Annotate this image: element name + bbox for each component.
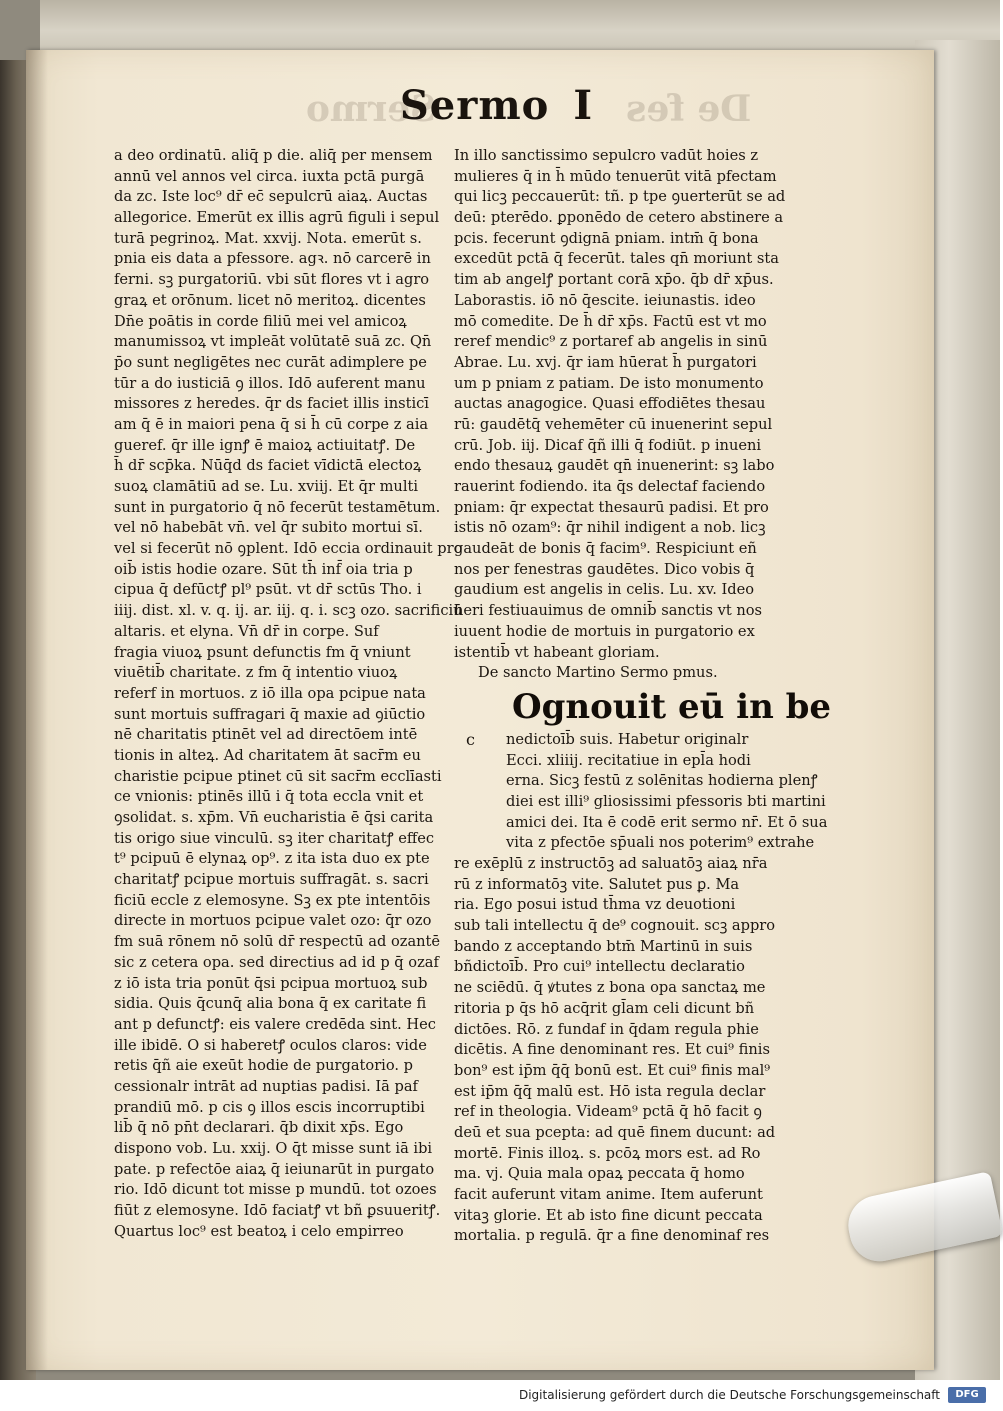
text-line: bñdictoīb̄. Pro cui⁹ intellectu declaratio [454, 958, 745, 976]
text-line: endo thesauꝝ gaudēt qn̄ inuenerint: sꝫ labo [454, 457, 775, 475]
text-line: tis origo siue vinculū. sꝫ iter charitatꝭ effec [114, 829, 435, 847]
text-line: h̄ dr̄ scp̄ka. Nūq̄d ds faciet vīdictā electoꝝ [114, 457, 422, 475]
text-line: ref in theologia. Videam⁹ pctā q̄ hō facit ꝯ [454, 1103, 762, 1121]
text-line: reref mendic⁹ z portaref ab angelis in sinū [454, 333, 768, 351]
text-line: retis q̄ñ aie exeūt hodie de purgatorio. p [114, 1057, 413, 1075]
text-line: prandiū mō. p cis ꝯ illos escis incorruptibi [114, 1098, 425, 1116]
text-line: tim ab angelꝭ portant corā xp̄o. q̄b dr̄ xp̄us. [454, 271, 774, 289]
text-line: ficiū eccle z elemosyne. Sꝫ ex pte intentōis [114, 891, 431, 909]
text-line: z iō ista tria ponūt q̄si pcipua mortuoꝝ sub [114, 974, 428, 992]
text-line: sub tali intellectu q̄ de⁹ cognouit. scꝫ appro [454, 917, 776, 935]
text-line: istentib̄ vt habeant gloriam. [454, 643, 660, 661]
text-line: referf in mortuos. z iō illa opa pcipue nata [114, 684, 426, 702]
running-head-number: I [573, 82, 593, 129]
text-line: Abrae. Lu. xvj. q̄r iam hūerat h̄ purgatori [454, 353, 757, 371]
text-line: iuuent hodie de mortuis in purgatorio ex [454, 622, 755, 640]
text-line: Quartus loc⁹ est beatoꝝ i celo empirreo [114, 1222, 404, 1240]
text-line: excedūt pctā q̄ fecerūt. tales qn̄ moriunt sta [454, 250, 779, 268]
text-line: gaudium est angelis in celis. Lu. xv. Ideo [454, 581, 755, 599]
left-text-column [114, 146, 463, 1240]
text-line: erna. Sicꝫ festū z solēnitas hodierna plenꝭ [506, 772, 818, 790]
text-line: auctas anagogice. Quasi effodiētes thesau [454, 395, 766, 413]
text-line: oib̄ istis hodie ozare. Sūt th̄ inf̄ oia tria p [114, 560, 413, 578]
text-line: tionis in alteꝝ. Ad charitatem āt sacr̄m eu [114, 746, 421, 764]
text-line: re exēplū z instructōꝫ ad saluatōꝫ aiaꝝ nr̄a [454, 855, 768, 872]
text-line: sidia. Quis q̄cunq̄ alia bona q̄ ex caritate fi [114, 995, 427, 1013]
text-line: nos per fenestras gaudētes. Dico vobis q̄ [454, 560, 755, 578]
text-line: ria. Ego posui istud th̄ma vz deuotioni [454, 896, 736, 914]
text-line: p̄o sunt negligētes nec curāt adimplere pe [114, 353, 427, 371]
text-line: rauerint fodiendo. ita q̄s delectaf faciendo [454, 478, 766, 495]
text-line: sunt mortuis suffragari q̄ maxie ad ꝯiūctio [114, 705, 426, 723]
text-line: vel nō habebāt vn̄. vel q̄r subito mortui sī. [114, 519, 423, 537]
text-line: amici dei. Ita ē codē erit sermo nr̄. Et ō sua [506, 813, 828, 831]
text-line: vita z pfectōe sp̄uali nos poterim⁹ extrahe [506, 834, 815, 852]
funding-credit: Digitalisierung gefördert durch die Deutsche Forschungsgemeinschaft [518, 1388, 940, 1402]
text-line: missores z heredes. q̄r ds faciet illis insticī [114, 395, 429, 413]
show-through-left: Sermo [306, 88, 436, 130]
text-line: cipua q̄ defūctꝭ pl⁹ psūt. vt dr̄ sctūs Tho. i [114, 581, 422, 599]
text-line: In illo sanctissimo sepulcro vadūt hoies z [454, 147, 759, 164]
text-line: mortē. Finis illoꝝ. s. pcōꝝ mors est. ad Ro [454, 1144, 761, 1162]
text-line: sic z cetera opa. sed directius ad id p q̄ ozaf [114, 953, 439, 971]
text-line: suoꝝ clamātiū ad se. Lu. xviij. Et q̄r multi [114, 478, 419, 495]
initial-letter: c [466, 729, 475, 749]
text-line: ille ibidē. O si haberetꝭ oculos claros: vide [114, 1036, 427, 1054]
text-line: ꝯsolidat. s. xp̄m. Vn̄ eucharistia ē q̄si carita [114, 809, 434, 826]
text-line: mortalia. p regulā. q̄r a fine denominaf res [454, 1227, 770, 1245]
text-line: pniam: q̄r expectat thesaurū padisi. Et pro [454, 498, 769, 516]
text-line: bando z acceptando btm̄ Martinū in suis [454, 937, 753, 955]
text-line: ma. vj. Quia mala opaꝝ peccata q̄ homo [454, 1165, 745, 1183]
text-line: gaudeāt de bonis q̄ facim⁹. Respiciunt eñ [454, 540, 757, 558]
text-line: charistie pcipue ptinet cū sit sacr̄m ecclīasti [114, 767, 442, 785]
text-line: mulieres q̄ in h̄ mūdo tenuerūt vitā pfectam [454, 167, 777, 185]
text-line: pate. p refectōe aiaꝝ q̄ ieiunarūt in purgato [114, 1160, 435, 1178]
text-line: istis nō ozam⁹: q̄r nihil indigent a nob. licꝫ [454, 519, 766, 537]
text-line: pnia eis data a pfessore. agꝛ. nō carcerē in [114, 250, 431, 268]
text-line: ritoria p q̄s hō acq̄rit gl̄am celi dicunt bñ [454, 999, 755, 1017]
text-line: lib̄ q̄ nō pn̄t declarari. q̄b dixit xp̄s. Ego [114, 1119, 404, 1137]
text-line: vitaꝫ glorie. Et ab isto fine dicunt peccata [454, 1206, 763, 1224]
text-line: diei est illi⁹ gliosissimi pfessoris bti martini [506, 792, 826, 810]
text-line: rio. Idō dicunt tot misse p mundū. tot ozoes [114, 1181, 437, 1199]
right-text-column [454, 146, 832, 1245]
right-column-top-text [454, 146, 799, 663]
dfg-logo: DFG [948, 1387, 986, 1403]
text-line: sunt in purgatorio q̄ nō fecerūt testamētum. [114, 498, 441, 516]
text-line: ce vnionis: ptinēs illū i q̄ tota eccla vnit et [114, 788, 424, 806]
running-head [366, 82, 626, 142]
text-line: Dn̄e poātis in corde filiū mei vel amicoꝝ [114, 312, 407, 330]
text-line: fiūt z elemosyne. Idō faciatꝭ vt bñ ꝑsuueritꝭ. [114, 1202, 441, 1220]
text-line: graꝝ et orōnum. licet nō meritoꝝ. dicentes [114, 291, 426, 309]
text-line: ant p defunctꝭ: eis valere credēda sint. Hec [114, 1015, 436, 1033]
text-line: um p pniam z patiam. De isto monumento [454, 374, 764, 392]
text-line: nē charitatis ptinēt vel ad directōem intē [114, 726, 418, 744]
text-line: deū: pterēdo. ꝑponēdo de cetero abstinere a [454, 209, 784, 227]
text-line: facit auferunt vitam anime. Item auferunt [454, 1186, 763, 1203]
text-line: gueref. q̄r ille ignꝭ ē maioꝝ actiuitatꝭ. De [114, 436, 416, 454]
text-line: rū z informatōꝫ vite. Salutet pus ꝑ. Ma [454, 875, 740, 893]
book-cover-top-edge [40, 0, 1000, 56]
text-line: a deo ordinatū. aliq̄ p die. aliq̄ per mensem [114, 147, 433, 164]
text-line: allegorice. Emerūt ex illis agrū figuli i sepul [114, 209, 440, 227]
text-line: pcis. fecerunt ꝯdignā pniam. intm̄ q̄ bona [454, 229, 759, 247]
opening-heading: Ognouit eū in be [512, 686, 832, 727]
text-line: da zc. Iste loc⁹ dr̄ ec̄ sepulcrū aiaꝝ. Auctas [114, 188, 428, 206]
text-line: altaris. et elyna. Vn̄ dr̄ in corpe. Suf [114, 622, 379, 640]
text-line: tūr a do iusticiā ꝯ illos. Idō auferent manu [114, 374, 426, 392]
text-line: nedictoīb̄ suis. Habetur originalr [506, 730, 749, 748]
text-line: ferni. sꝫ purgatoriū. vbi sūt flores vt i agro [114, 271, 430, 289]
text-line: directe in mortuos pcipue valet ozo: q̄r ozo [114, 912, 432, 930]
text-line: viuētib̄ charitate. z fm q̄ intentio viuoꝝ [114, 664, 398, 682]
text-line: ne sciēdū. q̄ ꝟtutes z bona opa sanctaꝝ me [454, 979, 766, 997]
text-line: fm suā rōnem nō solū dr̄ respectū ad ozantē [114, 933, 441, 951]
text-line: iiij. dist. xl. v. q. ij. ar. iij. q. i. scꝫ ozo. sacrificiū [114, 602, 463, 620]
text-line: t⁹ pcipuū ē elynaꝝ op⁹. z ita ista duo ex pte [114, 850, 430, 868]
text-line: Ecci. xliiij. recitatiue in epl̄a hodi [506, 751, 751, 769]
gutter-shadow [26, 50, 48, 1370]
text-line: am q̄ ē in maiori pena q̄ si h̄ cū corpe z aia [114, 415, 429, 433]
text-line: turā pegrinoꝝ. Mat. xxvij. Nota. emerūt s. [114, 229, 422, 247]
text-line: deū et sua pcepta: ad quē finem ducunt: ad [454, 1123, 776, 1141]
text-line: heri festiuauimus de omnib̄ sanctis vt nos [454, 602, 763, 620]
text-line: annū vel annos vel circa. iuxta pctā purgā [114, 167, 425, 185]
text-line: mō comedite. De h̄ dr̄ xp̄s. Factū est vt mo [454, 312, 767, 330]
decorated-opening [454, 684, 832, 730]
text-line: rū: gaudētq̄ vehemēter cū inuenerint sepul [454, 415, 773, 433]
text-line: manumissoꝝ vt impleāt volūtatē suā zc. Qn̄ [114, 333, 432, 351]
text-line: cessionalr intrāt ad nuptias padisi. Iā paf [114, 1077, 418, 1095]
text-line: vel si fecerūt nō ꝯplent. Idō eccia ordinauit pro [114, 540, 463, 558]
text-line: Laborastis. iō nō q̄escite. ieiunastis. ideo [454, 291, 756, 309]
running-head-title: Sermo [399, 82, 550, 129]
text-line: dicētis. A fine denominant res. Et cui⁹ finis [454, 1041, 770, 1059]
text-line: qui licꝫ peccauerūt: tñ. p tpe ꝯuerterūt se ad [454, 188, 786, 206]
text-line: charitatꝭ pcipue mortuis suffragāt. s. sacri [114, 871, 429, 889]
text-line: crū. Job. iij. Dicaf q̄ñ illi q̄ fodiūt. p inueni [454, 436, 762, 454]
text-line: dispono vob. Lu. xxij. O q̄t misse sunt iā ibi [114, 1140, 433, 1157]
show-through-right: De fes [626, 88, 752, 130]
text-line: est ip̄m q̄q̄ malū est. Hō ista regula declar [454, 1082, 766, 1100]
book-page [26, 50, 934, 1370]
text-line: bon⁹ est ip̄m q̄q̄ bonū est. Et cui⁹ finis mal⁹ [454, 1061, 771, 1079]
sermon-rubric: De sancto Martino Sermo pmus. [478, 664, 718, 682]
footer-bar [0, 1380, 1000, 1411]
right-column-bottom-text [454, 729, 828, 1247]
text-line: dictōes. Rō. z fundaf in q̄dam regula phie [454, 1020, 759, 1038]
text-line: fragia viuoꝝ psunt defunctis fm q̄ vniunt [114, 643, 411, 661]
